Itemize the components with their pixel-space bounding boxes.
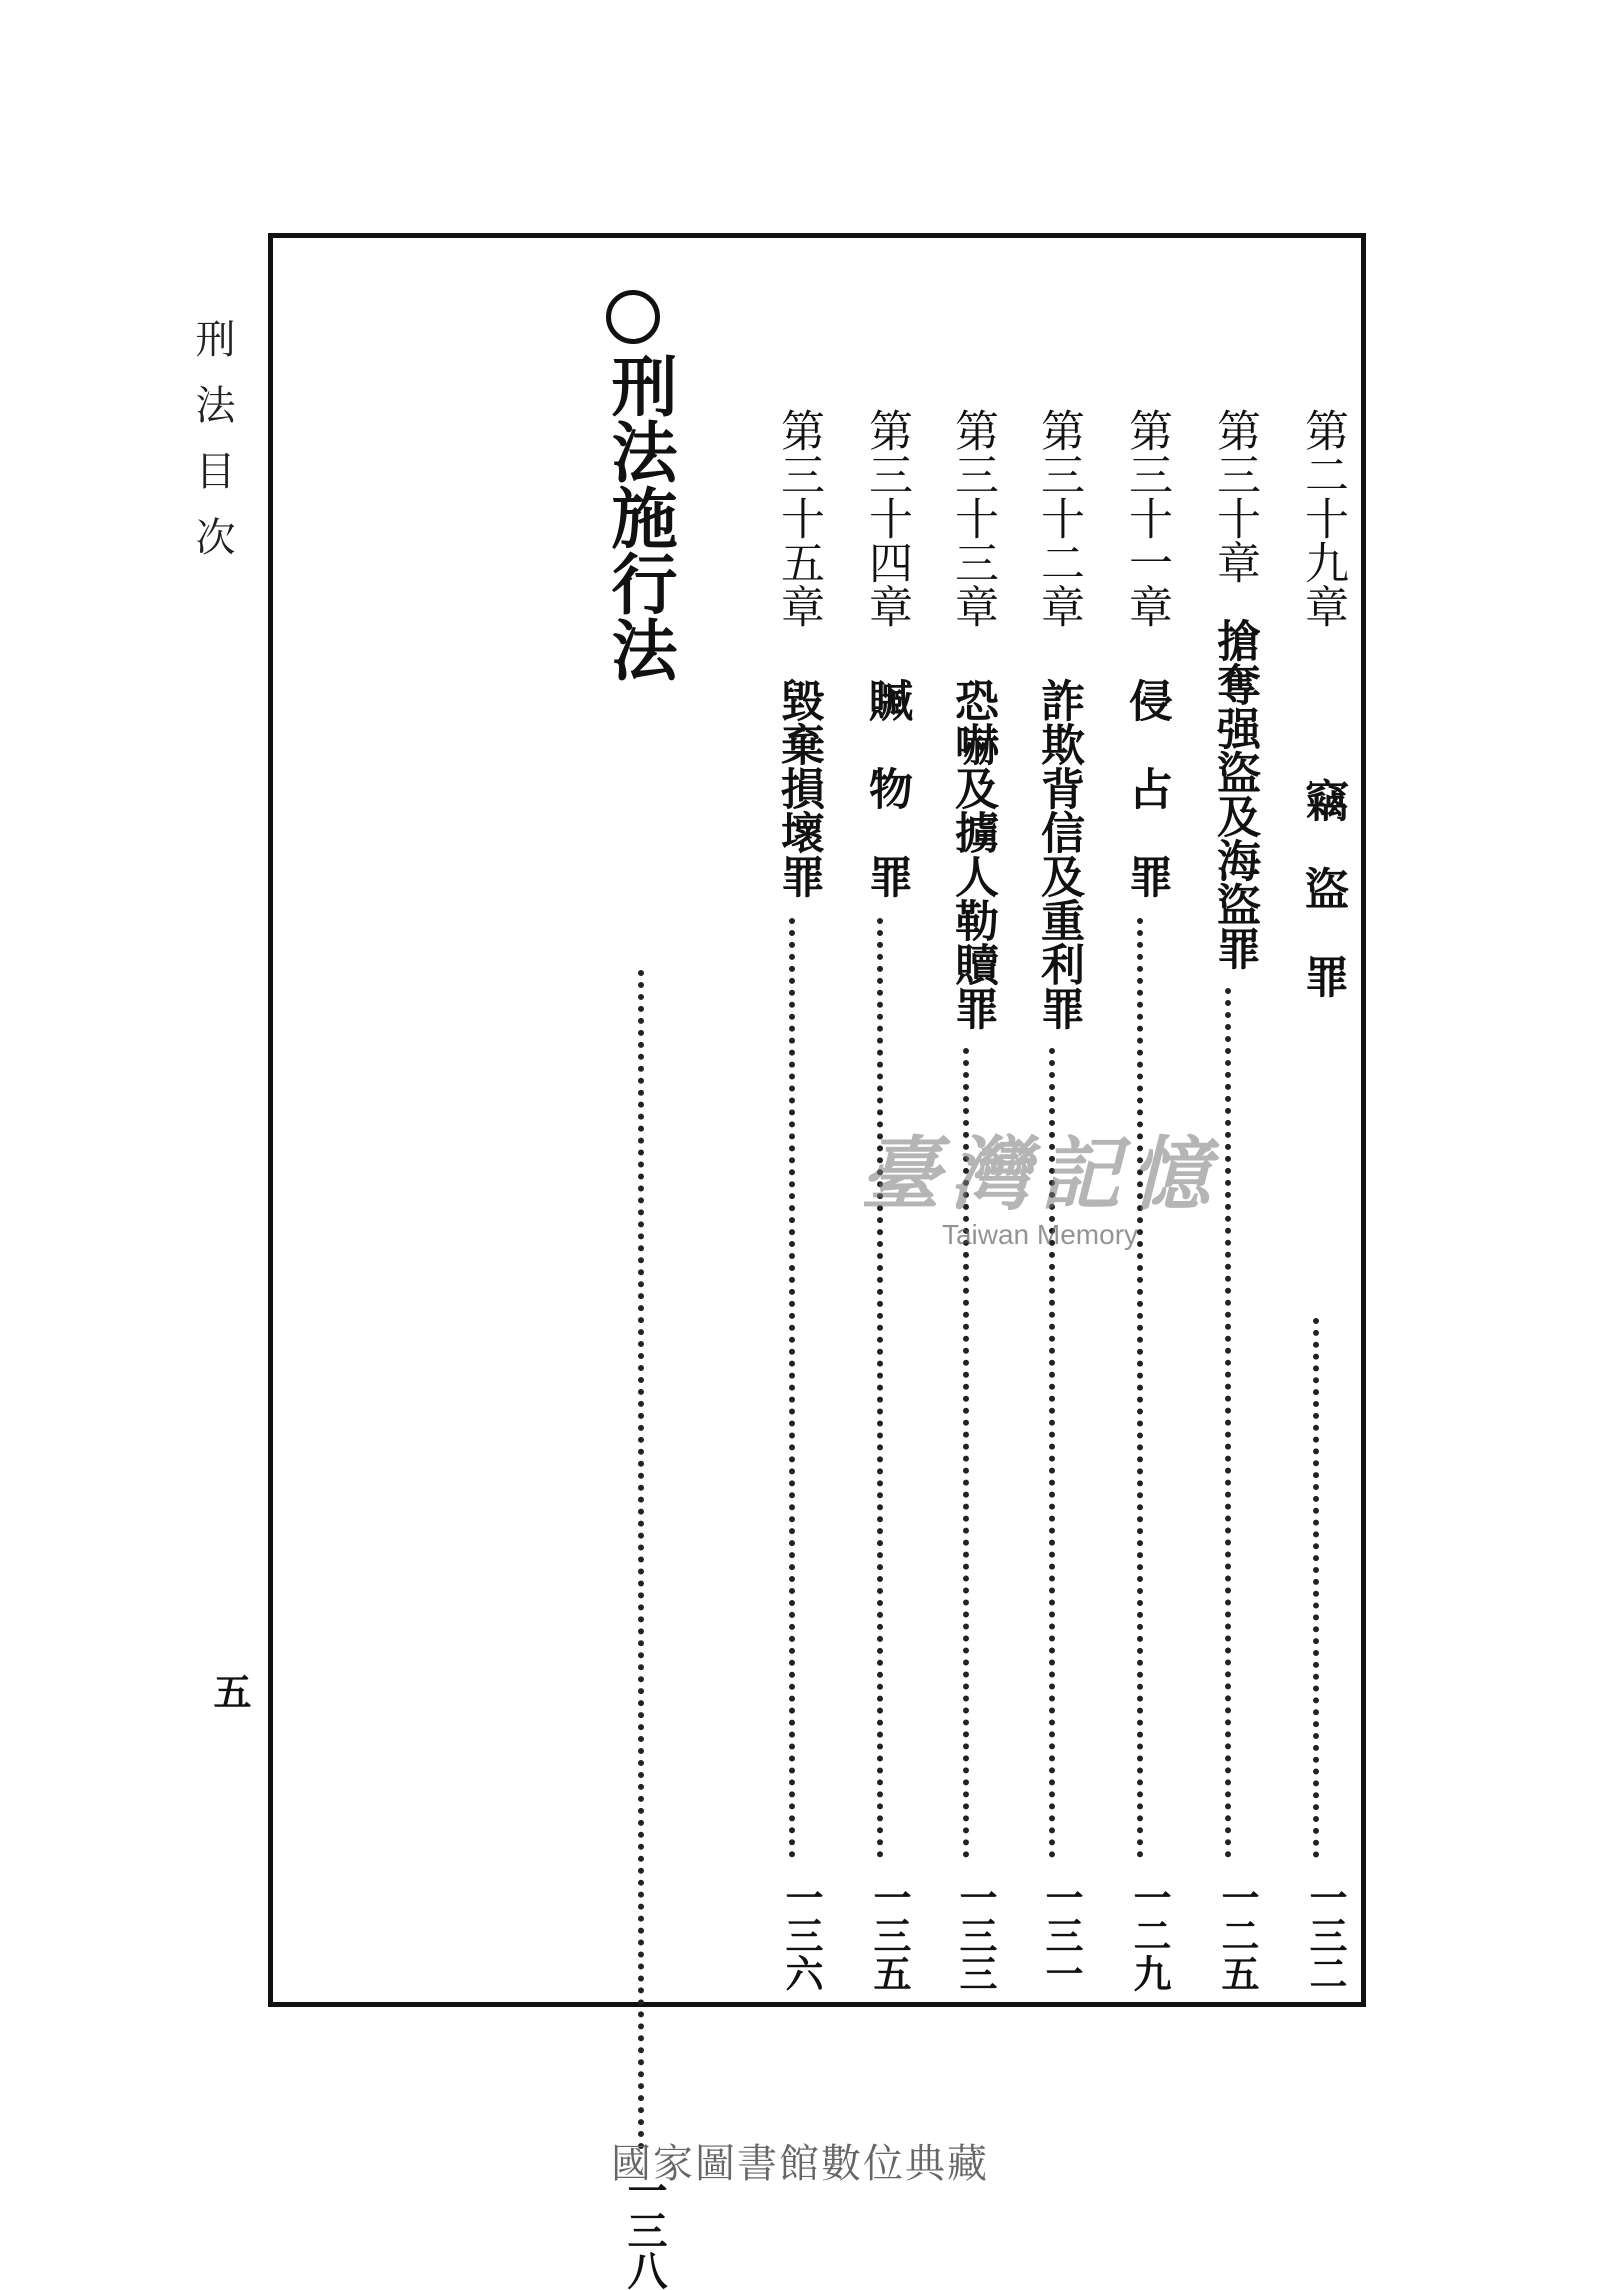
toc-page-number: 一三一 [1039,1878,1084,1992]
chapter-number: 第三十三章 [947,408,998,628]
leader-dots [1137,918,1143,1858]
page-number: 五 [207,1672,252,1710]
chapter-number: 第三十五章 [773,408,824,628]
watermark-chinese: 臺灣記憶 [860,1127,1220,1221]
chapter-title: 詐欺背信及重利罪 [1033,678,1084,1030]
watermark-english: Taiwan Memory [941,1219,1139,1250]
chapter-title: 恐嚇及擄人勒贖罪 [947,678,998,1030]
leader-dots [638,970,644,2150]
leader-dots [1049,1048,1055,1858]
leader-dots [877,918,883,1858]
leader-dots [1313,1318,1319,1858]
chapter-title: 贓 物 罪 [861,678,912,898]
running-title: 刑法目次 [189,318,235,582]
leader-dots [1225,988,1231,1858]
toc-page-number: 一二五 [1215,1878,1260,1992]
chapter-title: 搶奪强盜及海盜罪 [1209,618,1260,970]
toc-page-number: 一二九 [1127,1878,1172,1992]
chapter-number: 第三十二章 [1033,408,1084,628]
toc-page-number: 一三八 [621,2170,668,2290]
chapter-title: 竊 盜 罪 [1297,778,1348,998]
circle-marker-icon [606,290,660,344]
chapter-number: 第三十一章 [1121,408,1172,628]
chapter-number: 第三十章 [1209,408,1260,584]
toc-page-number: 一三三 [953,1878,998,1992]
section-heading: 刑法施行法 [600,352,678,682]
toc-page-number: 一三六 [779,1878,824,1992]
chapter-number: 第二十九章 [1297,408,1348,628]
chapter-title: 侵 占 罪 [1121,678,1172,898]
toc-page-number: 一三二 [1303,1878,1348,1992]
leader-dots [789,918,795,1858]
library-footer: 國家圖書館數位典藏 [611,2141,989,2187]
chapter-title: 毀棄損壞罪 [773,678,824,898]
toc-page-number: 一三五 [867,1878,912,1992]
chapter-number: 第三十四章 [861,408,912,628]
leader-dots [963,1048,969,1858]
